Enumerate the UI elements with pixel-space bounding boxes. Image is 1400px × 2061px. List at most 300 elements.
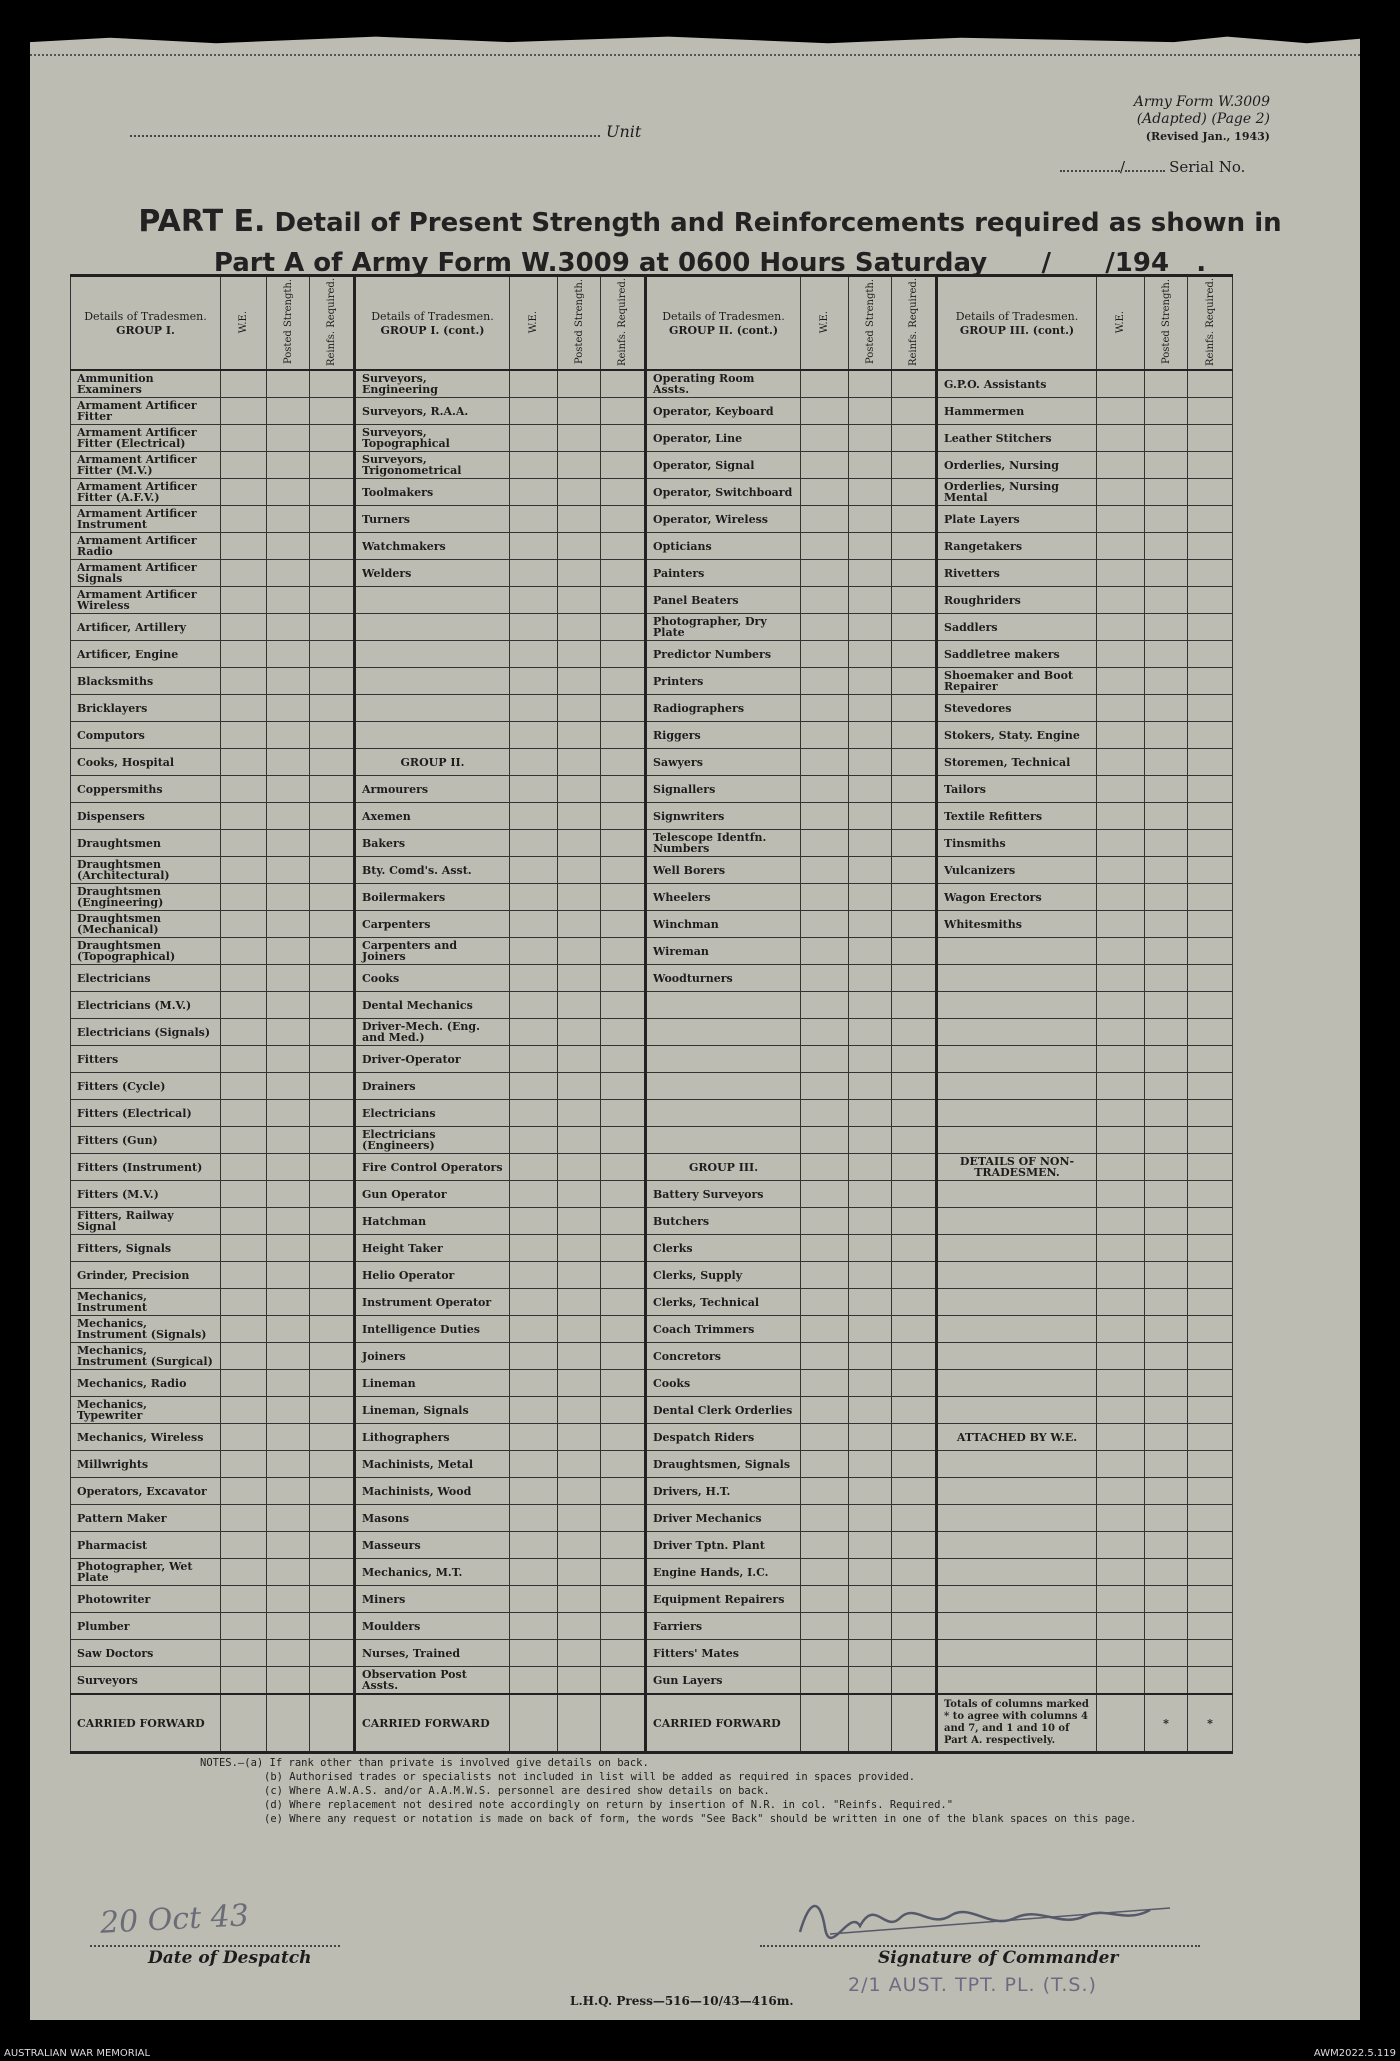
entry-cell xyxy=(558,965,601,992)
entry-cell xyxy=(849,776,892,803)
trade-cell: Surveyors, Engineering xyxy=(355,370,510,398)
trade-cell: GROUP II. xyxy=(355,749,510,776)
entry-cell xyxy=(267,1694,310,1753)
entry-cell xyxy=(267,1262,310,1289)
entry-cell xyxy=(1145,1019,1188,1046)
table-row xyxy=(71,830,1233,857)
entry-cell xyxy=(1097,965,1145,992)
entry-cell xyxy=(558,776,601,803)
entry-cell xyxy=(849,560,892,587)
trade-cell: Mechanics, Radio xyxy=(71,1370,221,1397)
entry-cell xyxy=(267,1559,310,1586)
entry-cell xyxy=(1097,1316,1145,1343)
entry-cell xyxy=(801,1181,849,1208)
trade-cell xyxy=(937,1208,1097,1235)
table-row xyxy=(71,1424,1233,1451)
entry-cell xyxy=(1097,560,1145,587)
entry-cell xyxy=(849,1046,892,1073)
entry-cell xyxy=(1145,533,1188,560)
entry-cell xyxy=(310,992,355,1019)
entry-cell xyxy=(1188,1424,1233,1451)
trade-cell: Armament Artificer Signals xyxy=(71,560,221,587)
trade-cell xyxy=(937,1019,1097,1046)
entry-cell xyxy=(310,1451,355,1478)
entry-cell xyxy=(310,1478,355,1505)
trade-cell: Draughtsmen, Signals xyxy=(646,1451,801,1478)
entry-cell xyxy=(892,1289,937,1316)
entry-cell xyxy=(267,749,310,776)
entry-cell xyxy=(1188,614,1233,641)
trade-cell: Cooks xyxy=(646,1370,801,1397)
entry-cell xyxy=(1188,1316,1233,1343)
header-posted-strength xyxy=(1145,276,1188,371)
entry-cell xyxy=(1097,1262,1145,1289)
trade-cell: Intelligence Duties xyxy=(355,1316,510,1343)
entry-cell xyxy=(801,1073,849,1100)
trade-cell: Whitesmiths xyxy=(937,911,1097,938)
entry-cell xyxy=(267,1532,310,1559)
entry-cell xyxy=(601,1667,646,1695)
trade-cell: Nurses, Trained xyxy=(355,1640,510,1667)
entry-cell xyxy=(310,668,355,695)
entry-cell xyxy=(1145,587,1188,614)
entry-cell xyxy=(221,1181,267,1208)
entry-cell xyxy=(310,965,355,992)
entry-cell xyxy=(1188,1127,1233,1154)
title-rest: Detail of Present Strength and Reinforcements required as shown in xyxy=(265,208,1282,238)
entry-cell xyxy=(221,1613,267,1640)
trade-cell: Despatch Riders xyxy=(646,1424,801,1451)
header-posted-strength xyxy=(267,276,310,371)
entry-cell xyxy=(1097,425,1145,452)
trade-cell xyxy=(937,1073,1097,1100)
entry-cell xyxy=(1097,1478,1145,1505)
trade-cell: Signallers xyxy=(646,776,801,803)
entry-cell xyxy=(892,1100,937,1127)
entry-cell xyxy=(801,1289,849,1316)
entry-cell xyxy=(801,560,849,587)
entry-cell xyxy=(221,1532,267,1559)
entry-cell xyxy=(849,1262,892,1289)
entry-cell xyxy=(1145,1478,1188,1505)
table-row xyxy=(71,722,1233,749)
table-row xyxy=(71,1613,1233,1640)
entry-cell xyxy=(1145,803,1188,830)
entry-cell xyxy=(221,1262,267,1289)
table-row xyxy=(71,695,1233,722)
entry-cell xyxy=(510,479,558,506)
entry-cell xyxy=(558,1235,601,1262)
entry-cell xyxy=(892,776,937,803)
entry-cell xyxy=(601,425,646,452)
entry-cell xyxy=(849,911,892,938)
entry-cell xyxy=(892,1046,937,1073)
entry-cell xyxy=(892,370,937,398)
entry-cell xyxy=(849,641,892,668)
trade-cell: Equipment Repairers xyxy=(646,1586,801,1613)
entry-cell xyxy=(267,370,310,398)
trade-cell: Gun Layers xyxy=(646,1667,801,1695)
entry-cell xyxy=(801,370,849,398)
trade-cell xyxy=(646,1073,801,1100)
table-row xyxy=(71,452,1233,479)
entry-cell xyxy=(510,857,558,884)
entry-cell xyxy=(221,1316,267,1343)
entry-cell xyxy=(801,1694,849,1753)
entry-cell xyxy=(892,830,937,857)
trade-cell: Surveyors xyxy=(71,1667,221,1695)
entry-cell xyxy=(601,776,646,803)
entry-cell xyxy=(310,695,355,722)
trade-cell: Artificer, Engine xyxy=(71,641,221,668)
trade-cell: Tinsmiths xyxy=(937,830,1097,857)
entry-cell xyxy=(221,614,267,641)
trade-cell: Joiners xyxy=(355,1343,510,1370)
entry-cell xyxy=(558,857,601,884)
trade-cell: Saw Doctors xyxy=(71,1640,221,1667)
entry-cell xyxy=(510,1343,558,1370)
form-reference xyxy=(1060,94,1270,145)
entry-cell xyxy=(1097,1289,1145,1316)
trade-cell: Battery Surveyors xyxy=(646,1181,801,1208)
trade-cell: Driver Tptn. Plant xyxy=(646,1532,801,1559)
entry-cell xyxy=(510,1073,558,1100)
trade-cell: Orderlies, Nursing Mental xyxy=(937,479,1097,506)
entry-cell xyxy=(601,1343,646,1370)
entry-cell xyxy=(1097,370,1145,398)
entry-cell xyxy=(221,1235,267,1262)
trade-cell: Well Borers xyxy=(646,857,801,884)
trade-cell: Armament Artificer Radio xyxy=(71,533,221,560)
trade-cell: Dispensers xyxy=(71,803,221,830)
entry-cell xyxy=(849,533,892,560)
table-row xyxy=(71,884,1233,911)
tradesmen-table xyxy=(70,274,1233,1754)
trade-cell: Fitters (Cycle) xyxy=(71,1073,221,1100)
entry-cell xyxy=(1097,1505,1145,1532)
entry-cell xyxy=(1097,1694,1145,1753)
table-row xyxy=(71,1019,1233,1046)
entry-cell xyxy=(267,1478,310,1505)
entry-cell xyxy=(1188,370,1233,398)
entry-cell xyxy=(1097,479,1145,506)
entry-cell xyxy=(1188,1019,1233,1046)
entry-cell xyxy=(221,506,267,533)
entry-cell xyxy=(601,1397,646,1424)
table-row xyxy=(71,1235,1233,1262)
credit-right: AWM2022.5.119 xyxy=(1313,2048,1396,2059)
trade-cell: GROUP III. xyxy=(646,1154,801,1181)
entry-cell xyxy=(558,1478,601,1505)
entry-cell xyxy=(1097,1208,1145,1235)
trade-cell: Surveyors, R.A.A. xyxy=(355,398,510,425)
entry-cell xyxy=(1145,911,1188,938)
entry-cell xyxy=(1188,911,1233,938)
entry-cell xyxy=(310,506,355,533)
entry-cell xyxy=(510,1667,558,1695)
entry-cell xyxy=(1097,1019,1145,1046)
entry-cell xyxy=(558,1127,601,1154)
trade-cell: Leather Stitchers xyxy=(937,425,1097,452)
notes-block xyxy=(200,1756,1136,1826)
entry-cell xyxy=(849,614,892,641)
entry-cell xyxy=(558,479,601,506)
table-row xyxy=(71,506,1233,533)
entry-cell xyxy=(310,370,355,398)
trade-cell: Riggers xyxy=(646,722,801,749)
entry-cell xyxy=(892,1586,937,1613)
entry-cell xyxy=(1097,1424,1145,1451)
entry-cell xyxy=(558,1289,601,1316)
entry-cell xyxy=(1097,1397,1145,1424)
entry-cell xyxy=(1145,1235,1188,1262)
entry-cell xyxy=(310,641,355,668)
table-row xyxy=(71,1532,1233,1559)
table-row xyxy=(71,1370,1233,1397)
entry-cell xyxy=(601,857,646,884)
header-reinfs-required xyxy=(310,276,355,371)
trade-cell: Ammunition Examiners xyxy=(71,370,221,398)
trade-cell xyxy=(646,1019,801,1046)
entry-cell xyxy=(1145,1370,1188,1397)
trade-cell: Armament Artificer Wireless xyxy=(71,587,221,614)
entry-cell xyxy=(267,1505,310,1532)
entry-cell xyxy=(1097,830,1145,857)
entry-cell xyxy=(310,1397,355,1424)
entry-cell xyxy=(1145,857,1188,884)
trade-cell: Plumber xyxy=(71,1613,221,1640)
entry-cell xyxy=(849,1478,892,1505)
entry-cell xyxy=(601,1019,646,1046)
trade-cell: Clerks, Supply xyxy=(646,1262,801,1289)
entry-cell xyxy=(267,884,310,911)
signature-dotted-line xyxy=(760,1945,1200,1947)
trade-cell: Telescope Identfn. Numbers xyxy=(646,830,801,857)
entry-cell xyxy=(601,938,646,965)
entry-cell xyxy=(221,425,267,452)
entry-cell xyxy=(310,587,355,614)
entry-cell xyxy=(849,1640,892,1667)
trade-cell: Opticians xyxy=(646,533,801,560)
entry-cell xyxy=(1188,1505,1233,1532)
entry-cell xyxy=(892,1127,937,1154)
trade-cell: Wireman xyxy=(646,938,801,965)
entry-cell xyxy=(558,938,601,965)
entry-cell xyxy=(310,1100,355,1127)
trade-cell: Miners xyxy=(355,1586,510,1613)
header-reinfs-required xyxy=(892,276,937,371)
entry-cell xyxy=(1145,479,1188,506)
entry-cell xyxy=(221,479,267,506)
entry-cell xyxy=(558,506,601,533)
entry-cell xyxy=(601,398,646,425)
entry-cell xyxy=(558,560,601,587)
trade-cell xyxy=(937,1505,1097,1532)
trade-cell: Masseurs xyxy=(355,1532,510,1559)
entry-cell xyxy=(267,911,310,938)
entry-cell xyxy=(801,1343,849,1370)
trade-cell: Orderlies, Nursing xyxy=(937,452,1097,479)
table-row xyxy=(71,1262,1233,1289)
entry-cell xyxy=(267,1424,310,1451)
entry-cell xyxy=(310,1019,355,1046)
entry-cell xyxy=(1145,560,1188,587)
entry-cell xyxy=(221,452,267,479)
entry-cell xyxy=(558,1073,601,1100)
entry-cell xyxy=(267,425,310,452)
entry-cell xyxy=(1145,830,1188,857)
trade-cell: Bakers xyxy=(355,830,510,857)
entry-cell xyxy=(267,1316,310,1343)
entry-cell xyxy=(1188,425,1233,452)
trade-cell: Fitters, Signals xyxy=(71,1235,221,1262)
entry-cell xyxy=(1145,1640,1188,1667)
entry-cell xyxy=(510,587,558,614)
entry-cell xyxy=(510,1316,558,1343)
entry-cell xyxy=(221,533,267,560)
trade-cell: Electricians (Engineers) xyxy=(355,1127,510,1154)
entry-cell xyxy=(310,1235,355,1262)
entry-cell xyxy=(1097,1073,1145,1100)
trade-cell: Armament Artificer Fitter xyxy=(71,398,221,425)
trade-cell: Driver Mechanics xyxy=(646,1505,801,1532)
entry-cell xyxy=(267,803,310,830)
trade-cell: Sawyers xyxy=(646,749,801,776)
serial-dots-b xyxy=(1125,170,1165,172)
trade-cell: Vulcanizers xyxy=(937,857,1097,884)
trade-cell xyxy=(646,1127,801,1154)
entry-cell xyxy=(310,1370,355,1397)
trade-cell: Turners xyxy=(355,506,510,533)
unit-label: Unit xyxy=(606,122,642,141)
trade-cell: Armament Artificer Instrument xyxy=(71,506,221,533)
entry-cell xyxy=(267,1397,310,1424)
entry-cell xyxy=(801,1532,849,1559)
entry-cell xyxy=(1188,803,1233,830)
entry-cell xyxy=(558,695,601,722)
entry-cell xyxy=(892,425,937,452)
entry-cell xyxy=(510,1397,558,1424)
entry-cell xyxy=(801,884,849,911)
trade-cell: Lineman, Signals xyxy=(355,1397,510,1424)
entry-cell xyxy=(1145,1289,1188,1316)
entry-cell xyxy=(892,668,937,695)
trade-cell: Printers xyxy=(646,668,801,695)
entry-cell xyxy=(1145,668,1188,695)
entry-cell xyxy=(558,1667,601,1695)
trade-cell: Fitters (Electrical) xyxy=(71,1100,221,1127)
trade-cell: Millwrights xyxy=(71,1451,221,1478)
trade-cell xyxy=(355,587,510,614)
trade-cell: Hatchman xyxy=(355,1208,510,1235)
entry-cell xyxy=(849,722,892,749)
trade-cell xyxy=(355,641,510,668)
table-row xyxy=(71,668,1233,695)
entry-cell xyxy=(1097,911,1145,938)
entry-cell xyxy=(310,398,355,425)
entry-cell xyxy=(801,641,849,668)
entry-cell xyxy=(892,1613,937,1640)
table-row xyxy=(71,1289,1233,1316)
table-row xyxy=(71,938,1233,965)
entry-cell xyxy=(1188,1262,1233,1289)
entry-cell xyxy=(221,1559,267,1586)
perforation-line xyxy=(30,54,1360,56)
trade-cell: Electricians (M.V.) xyxy=(71,992,221,1019)
entry-cell xyxy=(558,1613,601,1640)
entry-cell xyxy=(510,425,558,452)
entry-cell xyxy=(1097,695,1145,722)
entry-cell xyxy=(221,370,267,398)
table-row xyxy=(71,1559,1233,1586)
entry-cell xyxy=(221,1586,267,1613)
entry-cell xyxy=(1145,614,1188,641)
trade-cell xyxy=(646,1046,801,1073)
header-reinfs-required-text: Reinfs. Required. xyxy=(908,277,919,367)
entry-cell xyxy=(221,1478,267,1505)
entry-cell xyxy=(310,830,355,857)
table-row xyxy=(71,641,1233,668)
title-line1 xyxy=(120,202,1300,243)
entry-cell xyxy=(510,965,558,992)
entry-cell xyxy=(267,1586,310,1613)
trade-cell: Boilermakers xyxy=(355,884,510,911)
trade-cell: Clerks, Technical xyxy=(646,1289,801,1316)
entry-cell xyxy=(558,1316,601,1343)
trade-cell: Rivetters xyxy=(937,560,1097,587)
entry-cell xyxy=(221,992,267,1019)
trade-cell xyxy=(937,1397,1097,1424)
entry-cell xyxy=(1097,1667,1145,1695)
table-row xyxy=(71,911,1233,938)
trade-cell: Painters xyxy=(646,560,801,587)
entry-cell xyxy=(601,506,646,533)
entry-cell xyxy=(221,1451,267,1478)
entry-cell xyxy=(892,1316,937,1343)
entry-cell xyxy=(221,965,267,992)
entry-cell xyxy=(849,1181,892,1208)
trade-cell: Moulders xyxy=(355,1613,510,1640)
trade-cell: Fire Control Operators xyxy=(355,1154,510,1181)
trade-cell: Computors xyxy=(71,722,221,749)
table-row xyxy=(71,398,1233,425)
header-details-text: Details of Tradesmen. xyxy=(662,309,785,323)
entry-cell xyxy=(1188,722,1233,749)
entry-cell xyxy=(849,1073,892,1100)
entry-cell xyxy=(601,911,646,938)
entry-cell xyxy=(892,1640,937,1667)
trade-cell: Fitters xyxy=(71,1046,221,1073)
entry-cell xyxy=(1145,1505,1188,1532)
entry-cell xyxy=(221,695,267,722)
table-row xyxy=(71,1478,1233,1505)
trade-cell: Radiographers xyxy=(646,695,801,722)
entry-cell xyxy=(1097,587,1145,614)
trade-cell xyxy=(355,722,510,749)
trade-cell: Fitters' Mates xyxy=(646,1640,801,1667)
entry-cell xyxy=(849,1235,892,1262)
entry-cell xyxy=(510,398,558,425)
entry-cell xyxy=(221,560,267,587)
entry-cell xyxy=(558,1694,601,1753)
entry-cell xyxy=(221,1424,267,1451)
entry-cell xyxy=(558,1154,601,1181)
header-group-label: GROUP I. xyxy=(116,323,175,337)
entry-cell xyxy=(310,749,355,776)
entry-cell xyxy=(849,938,892,965)
totals-note: Totals of columns marked * to agree with columns 4 and 7, and 1 and 10 of Part A. respectively. xyxy=(937,1694,1097,1753)
entry-cell xyxy=(510,1046,558,1073)
